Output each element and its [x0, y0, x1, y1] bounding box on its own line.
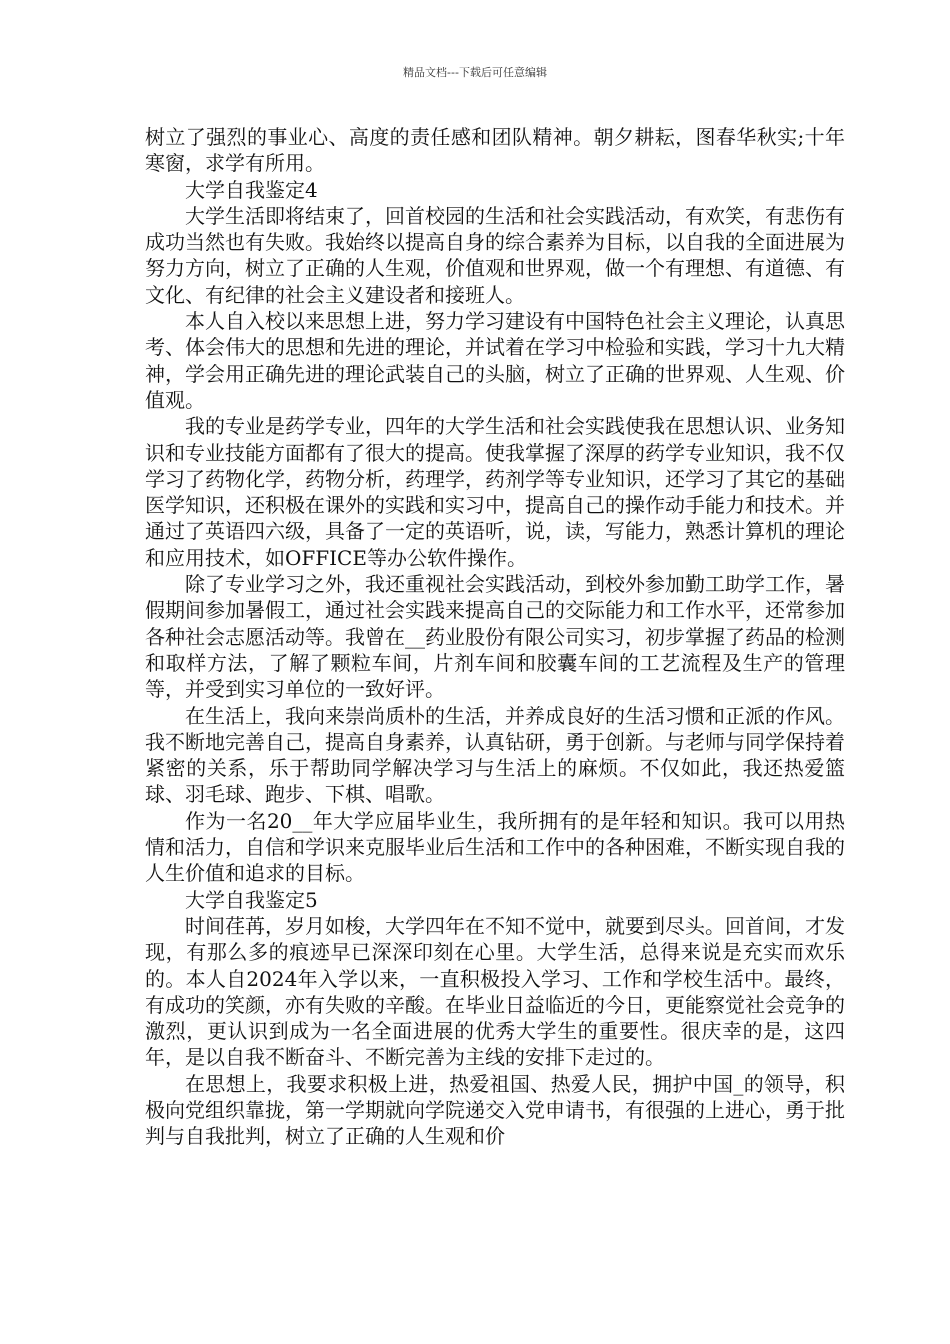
section-heading-4: 大学自我鉴定4 [185, 177, 318, 202]
page-header: 精品文档---下载后可任意编辑 [403, 66, 547, 79]
paragraph: 本人自入校以来思想上进，努力学习建设有中国特色社会主义理论，认真思考、体会伟大的思想和先进的理论，并试着在学习中检验和实践，学习十九大精神，学会用正确先进的理论武装自己的头脑，树立了正确的世界观、人生观、价值观。 [145, 309, 845, 412]
paragraph: 大学生活即将结束了，回首校园的生活和社会实践活动，有欢笑，有悲伤有成功当然也有失败。我始终以提高自身的综合素养为目标，以自我的全面进展为努力方向，树立了正确的人生观，价值观和世界观，做一个有理想、有道德、有文化、有纪律的社会主义建设者和接班人。 [145, 203, 845, 307]
paragraph-continuation: 树立了强烈的事业心、高度的责任感和团队精神。朝夕耕耘，图春华秋实;十年寒窗，求学有所用。 [145, 125, 845, 176]
paragraph: 时间荏苒，岁月如梭，大学四年在不知不觉中，就要到尽头。回首间，才发现，有那么多的痕迹早已深深印刻在心里。大学生活，总得来说是充实而欢乐的。本人自2024年入学以来，一直积极投入学习、工作和学校生活中。最终，有成功的笑颜，亦有失败的辛酸。在毕业日益临近的今日，更能察觉社会竞争的激烈，更认识到成为一名全面进展的优秀大学生的重要性。很庆幸的是，这四年，是以自我不断奋斗、不断完善为主线的安排下走过的。 [145, 913, 845, 1070]
paragraph: 在思想上，我要求积极上进，热爱祖国、热爱人民，拥护中国_的领导，积极向党组织靠拢，第一学期就向学院递交入党申请书，有很强的上进心，勇于批判与自我批判，树立了正确的人生观和价 [145, 1071, 845, 1149]
paragraph: 在生活上，我向来崇尚质朴的生活，并养成良好的生活习惯和正派的作风。我不断地完善自己，提高自身素养，认真钻研，勇于创新。与老师与同学保持着紧密的关系，乐于帮助同学解决学习与生活上的麻烦。不仅如此，我还热爱篮球、羽毛球、跑步、下棋、唱歌。 [145, 703, 845, 807]
paragraph: 我的专业是药学专业，四年的大学生活和社会实践使我在思想认识、业务知识和专业技能方面都有了很大的提高。使我掌握了深厚的药学专业知识，我不仅学习了药物化学，药物分析，药理学，药剂学等专业知识，还学习了其它的基础医学知识，还积极在课外的实践和实习中，提高自己的操作动手能力和技术。并通过了英语四六级，具备了一定的英语听，说，读，写能力，熟悉计算机的理论和应用技术，如OFFICE等办公软件操作。 [145, 414, 845, 570]
paragraph: 除了专业学习之外，我还重视社会实践活动，到校外参加勤工助学工作，暑假期间参加暑假工，通过社会实践来提高自己的交际能力和工作水平，还常参加各种社会志愿活动等。我曾在__药业股份有限公司实习，初步掌握了药品的检测和取样方法，了解了颗粒车间，片剂车间和胶囊车间的工艺流程及生产的管理等，并受到实习单位的一致好评。 [145, 572, 845, 702]
section-heading-5: 大学自我鉴定5 [185, 887, 318, 912]
paragraph: 作为一名20__年大学应届毕业生，我所拥有的是年轻和知识。我可以用热情和活力，自信和学识来克服毕业后生活和工作中的各种困难，不断实现自我的人生价值和追求的目标。 [145, 808, 845, 886]
document-body [145, 124, 845, 1150]
